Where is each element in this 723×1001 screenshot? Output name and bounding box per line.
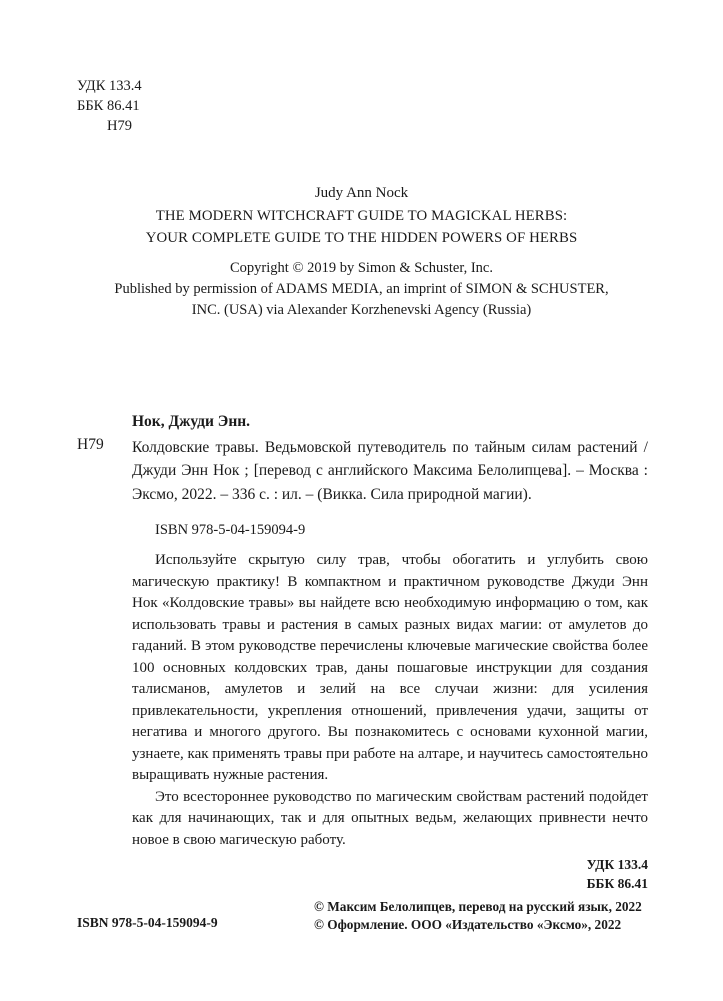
original-title-line1: THE MODERN WITCHCRAFT GUIDE TO MAGICKAL HERBS:: [155, 208, 568, 224]
original-author: Judy Ann Nock: [314, 185, 409, 201]
bbk-code: ББК 86.41: [77, 98, 140, 114]
permission-line1: Published by permission of ADAMS MEDIA, an imprint of SIMON & SCHUSTER,: [114, 281, 609, 297]
record-code: Н79: [77, 436, 104, 453]
record-isbn: ISBN 978-5-04-159094-9: [155, 522, 306, 538]
footer-isbn: ISBN 978-5-04-159094-9: [77, 915, 218, 930]
annotation: [132, 550, 648, 851]
original-copyright: Copyright © 2019 by Simon & Schuster, Inc.: [230, 260, 493, 276]
record-author: Нок, Джуди Энн.: [132, 413, 251, 430]
udk-code: УДК 133.4: [77, 78, 142, 94]
original-title-line2: YOUR COMPLETE GUIDE TO THE HIDDEN POWERS OF HERBS: [145, 230, 578, 246]
annotation-paragraph-2: Это всестороннее руководство по магическим свойствам растений подойдет как для начинающих, так и для опытных ведьм, желающих привнести нечто новое в свою магическую работу.: [132, 788, 648, 848]
footer-copyright-translation: © Максим Белолипцев, перевод на русский язык, 2022: [314, 899, 642, 914]
author-mark-code: Н79: [107, 118, 132, 134]
record-description: Колдовские травы. Ведьмовской путеводитель по тайным силам растений / Джуди Энн Нок ; [перевод с английского Максима Белолипцева]. – Москва : Эксмо, 2022. – 336 с. : ил. – (Викка. Сила природной магии).: [132, 439, 648, 503]
footer-bbk: ББК 86.41: [586, 876, 648, 891]
annotation-paragraph-1: Используйте скрытую силу трав, чтобы обогатить и углубить свою магическую практику! В компактном и практичном руководстве Джуди Энн Нок «Колдовские травы» вы найдете всю необходимую информацию о том, как использовать травы и растения в самых разных видах магии: от амулетов до гаданий. В этом руководстве перечислены ключевые магические свойства более 100 основных колдовских трав, даны пошаговые инструкции для создания талисманов, амулетов и зелий на все случаи жизни: для усиления привлекательности, укрепления отношений, привлечения удачи, защиты от негатива и многого другого. Вы познакомитесь с основами кухонной магии, узнаете, как применять травы при работе на алтаре, и научитесь самостоятельно выращивать нужные растения.: [132, 552, 648, 783]
permission-line2: INC. (USA) via Alexander Korzhenevski Agency (Russia): [191, 302, 532, 318]
footer-udk: УДК 133.4: [586, 857, 648, 872]
footer-copyright-design: © Оформление. ООО «Издательство «Эксмо», 2022: [314, 917, 622, 932]
